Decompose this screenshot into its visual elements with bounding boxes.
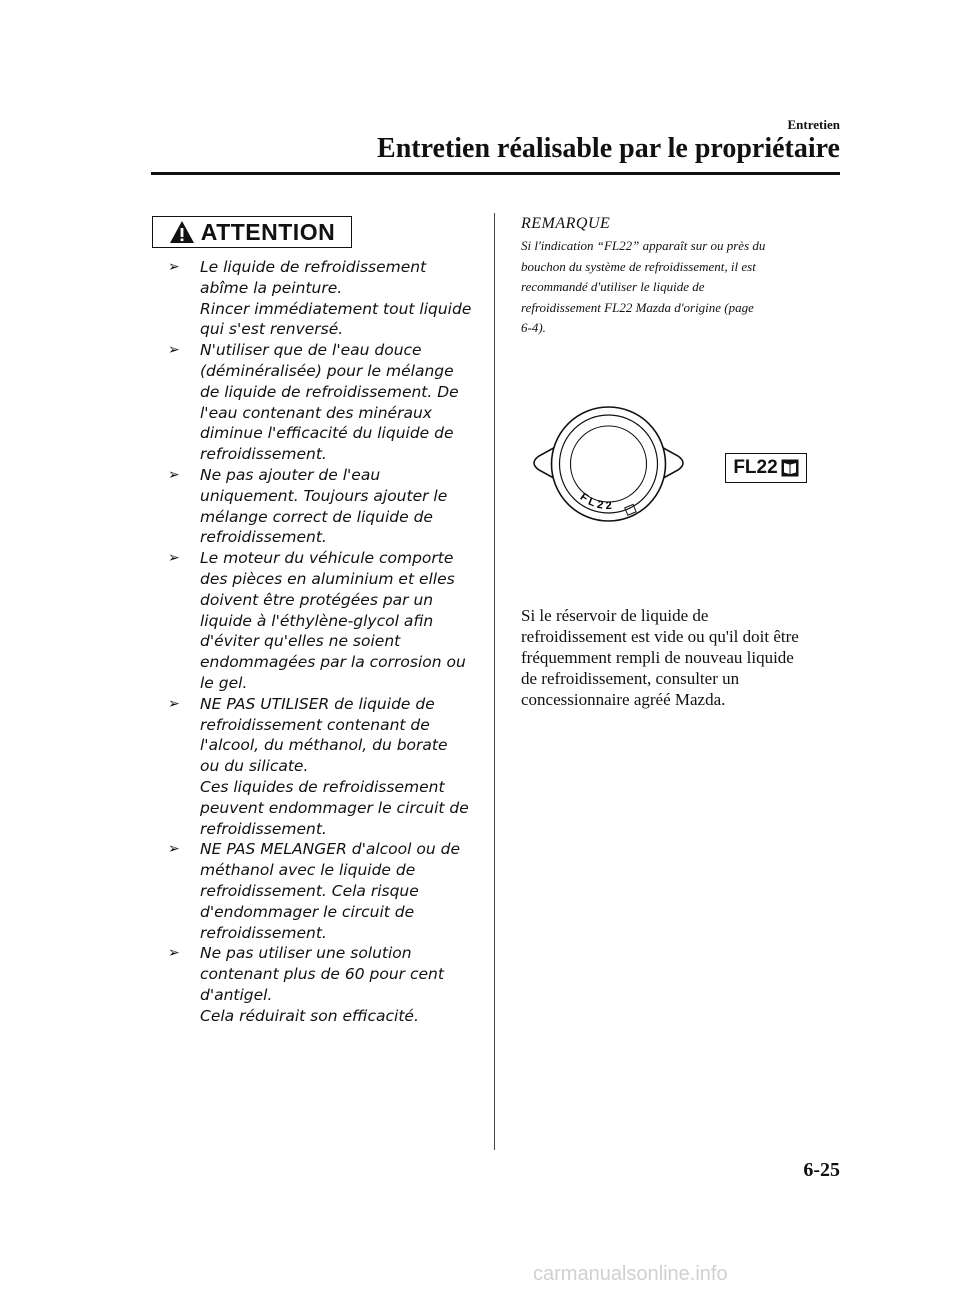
- warning-line: contenant plus de 60 pour cent: [200, 965, 444, 984]
- remark-line: bouchon du système de refroidissement, il est: [521, 258, 756, 274]
- attention-label: ATTENTION: [200, 218, 336, 245]
- warning-item: [168, 340, 478, 465]
- remark-line: Si l'indication “FL22” apparaît sur ou près du: [521, 238, 766, 253]
- remark-body: [521, 236, 841, 339]
- warning-line: Cela réduirait son efficacité.: [200, 1006, 419, 1025]
- warning-item: [168, 548, 478, 694]
- warning-line: Ces liquides de refroidissement: [200, 777, 445, 796]
- warning-line: refroidissement.: [200, 445, 327, 464]
- book-icon: [781, 459, 799, 477]
- warning-line: refroidissement contenant de: [200, 715, 430, 734]
- warning-line: refroidissement.: [200, 819, 327, 838]
- warning-line: NE PAS UTILISER de liquide de: [200, 694, 435, 713]
- watermark-text: carmanualsonline.info: [533, 1263, 728, 1285]
- paragraph-line: concessionnaire agréé Mazda.: [521, 690, 726, 709]
- fl22-label-badge: [725, 453, 807, 483]
- attention-banner: [152, 216, 352, 248]
- remark-line: recommandé d'utiliser le liquide de: [521, 279, 705, 294]
- warning-line: abîme la peinture.: [200, 278, 343, 297]
- main-paragraph: [521, 605, 841, 710]
- remark-title: REMARQUE: [521, 215, 611, 232]
- warning-item: [168, 465, 478, 548]
- paragraph-line: Si le réservoir de liquide de: [521, 606, 709, 625]
- warning-line: mélange correct de liquide de: [200, 507, 433, 526]
- warning-icon: [169, 220, 195, 244]
- warning-item: [168, 943, 478, 1026]
- warning-line: peuvent endommager le circuit de: [200, 798, 469, 817]
- warning-line: Le moteur du véhicule comporte: [200, 549, 454, 568]
- arrow-bullet-icon: ➢: [168, 466, 180, 483]
- warning-line: Le liquide de refroidissement: [200, 258, 427, 276]
- warning-list: [168, 257, 478, 1026]
- remark-line: refroidissement FL22 Mazda d'origine (page: [521, 299, 754, 315]
- radiator-cap-illustration: [527, 404, 690, 530]
- warning-line: méthanol avec le liquide de: [200, 861, 416, 880]
- warning-line: liquide à l'éthylène-glycol afin: [200, 611, 434, 630]
- arrow-bullet-icon: ➢: [168, 259, 180, 275]
- warning-line: endommagées par la corrosion ou: [200, 653, 466, 672]
- arrow-bullet-icon: ➢: [168, 841, 180, 858]
- warning-line: doivent être protégées par un: [200, 590, 434, 609]
- warning-line: refroidissement.: [200, 923, 327, 942]
- warning-item: [168, 694, 478, 840]
- remark-line: 6-4).: [521, 320, 546, 335]
- section-label: Entretien: [787, 117, 840, 132]
- warning-line: Ne pas ajouter de l'eau: [200, 465, 381, 484]
- paragraph-line: refroidissement est vide ou qu'il doit être: [521, 627, 799, 646]
- paragraph-line: de refroidissement, consulter un: [521, 669, 740, 688]
- warning-item: [168, 839, 478, 943]
- warning-line: d'antigel.: [200, 985, 273, 1004]
- cap-marking-text: FL22: [577, 490, 616, 513]
- fl22-badge-text: FL22: [733, 457, 778, 478]
- arrow-bullet-icon: ➢: [168, 945, 180, 962]
- page-title: Entretien réalisable par le propriétaire: [377, 133, 840, 164]
- warning-line: diminue l'efficacité du liquide de: [200, 424, 454, 443]
- warning-line: d'endommager le circuit de: [200, 902, 415, 921]
- warning-line: NE PAS MELANGER d'alcool ou de: [200, 840, 460, 859]
- warning-line: d'éviter qu'elles ne soient: [200, 632, 401, 651]
- arrow-bullet-icon: ➢: [168, 695, 180, 712]
- warning-line: (déminéralisée) pour le mélange: [200, 361, 454, 380]
- column-divider: [494, 213, 495, 1150]
- warning-line: refroidissement. Cela risque: [200, 881, 419, 900]
- warning-line: uniquement. Toujours ajouter le: [200, 486, 448, 505]
- arrow-bullet-icon: ➢: [168, 550, 180, 567]
- warning-line: qui s'est renversé.: [200, 320, 344, 339]
- warning-line: Rincer immédiatement tout liquide: [200, 299, 472, 318]
- warning-line: de liquide de refroidissement. De: [200, 382, 459, 401]
- warning-line: l'eau contenant des minéraux: [200, 403, 432, 422]
- warning-line: l'alcool, du méthanol, du borate: [200, 736, 448, 755]
- page-number: 6-25: [803, 1159, 840, 1181]
- warning-line: des pièces en aluminium et elles: [200, 569, 455, 588]
- paragraph-line: fréquemment rempli de nouveau liquide: [521, 648, 794, 667]
- warning-line: refroidissement.: [200, 528, 327, 547]
- warning-item: [168, 257, 478, 340]
- warning-line: ou du silicate.: [200, 757, 309, 776]
- warning-line: N'utiliser que de l'eau douce: [200, 341, 422, 360]
- warning-line: le gel.: [200, 673, 248, 692]
- header-rule: [151, 172, 840, 175]
- warning-line: Ne pas utiliser une solution: [200, 944, 412, 963]
- arrow-bullet-icon: ➢: [168, 342, 180, 359]
